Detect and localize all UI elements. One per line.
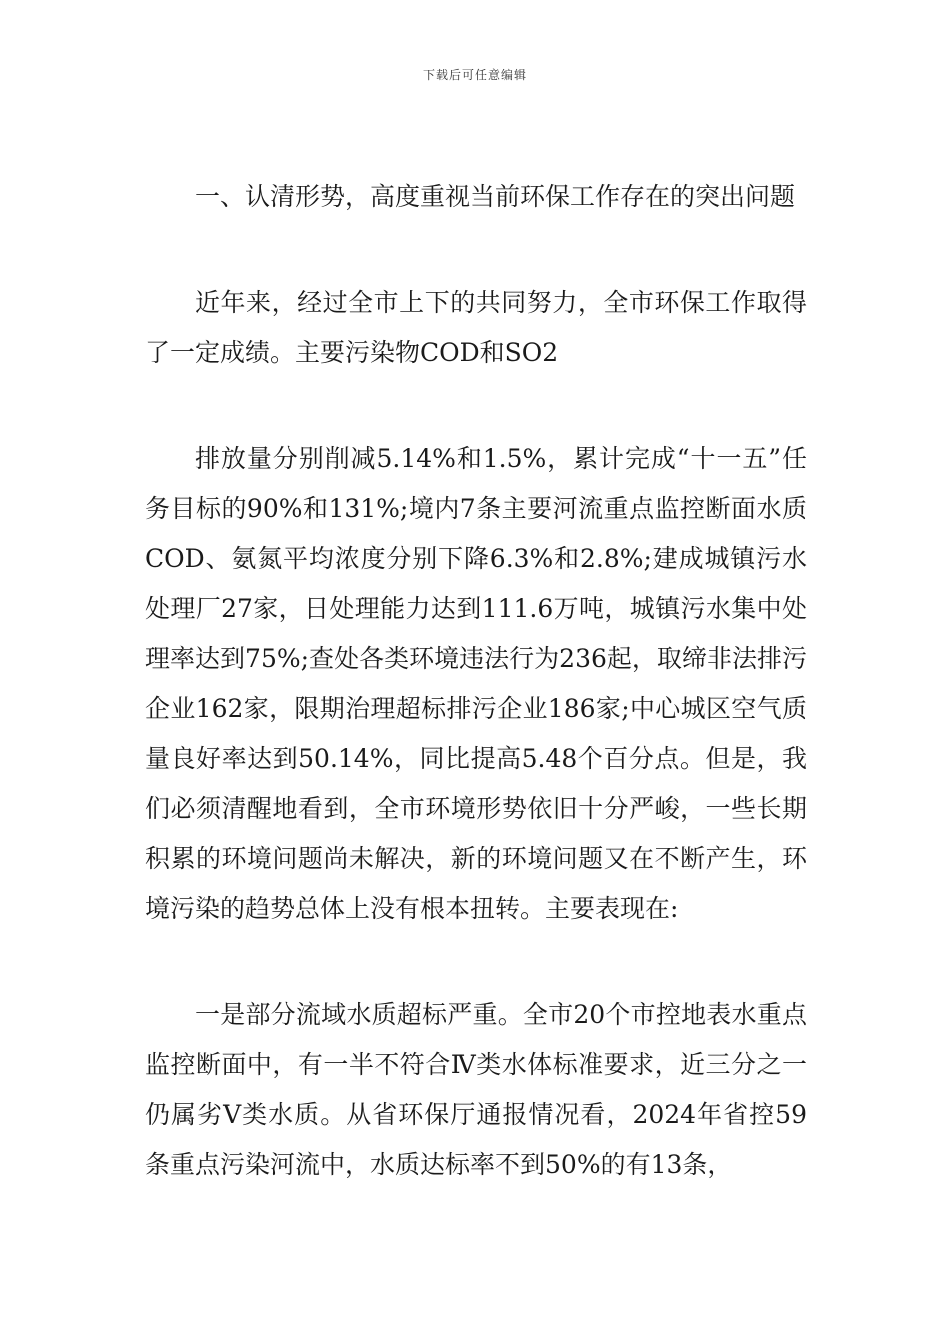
paragraph-3: 一是部分流域水质超标严重。全市20个市控地表水重点监控断面中，有一半不符合Ⅳ类水体标准要求，近三分之一仍属劣Ⅴ类水质。从省环保厅通报情况看，2024年省控59条重点污染河流中，水质达标率不到50%的有13条， xyxy=(145,1000,807,1179)
section-heading: 一、认清形势，高度重视当前环保工作存在的突出问题 xyxy=(195,182,796,211)
paragraph-1: 近年来，经过全市上下的共同努力，全市环保工作取得了一定成绩。主要污染物COD和SO2 xyxy=(145,288,807,367)
document-body xyxy=(145,172,807,1190)
paragraph-2: 排放量分别削减5.14%和1.5%，累计完成“十一五”任务目标的90%和131%;境内7条主要河流重点监控断面水质COD、氨氮平均浓度分别下降6.3%和2.8%;建成城镇污水处理厂27家，日处理能力达到111.6万吨，城镇污水集中处理率达到75%;查处各类环境违法行为236起，取缔非法排污企业162家，限期治理超标排污企业186家;中心城区空气质量良好率达到50.14%，同比提高5.48个百分点。但是，我们必须清醒地看到，全市环境形势依旧十分严峻，一些长期积累的环境问题尚未解决，新的环境问题又在不断产生，环境污染的趋势总体上没有根本扭转。主要表现在: xyxy=(145,444,807,923)
page-header-note: 下载后可任意编辑 xyxy=(422,68,527,82)
